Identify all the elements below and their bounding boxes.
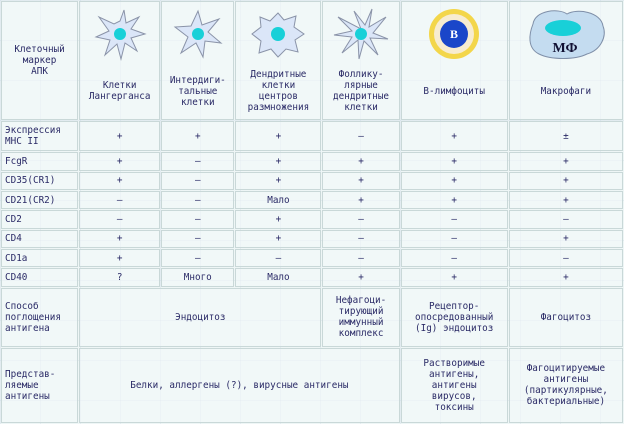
column-interdigital	[161, 1, 234, 120]
marker-value: +	[509, 172, 623, 190]
marker-value: –	[161, 230, 234, 248]
marker-value: –	[161, 152, 234, 170]
marker-value: –	[161, 191, 234, 209]
marker-value: +	[401, 191, 508, 209]
marker-value: –	[322, 210, 399, 228]
langerhans-label: Клетки Лангерганса	[88, 80, 151, 103]
marker-value: –	[509, 210, 623, 228]
uptake-macrophage: Фагоцитоз	[509, 288, 623, 347]
marker-value: +	[235, 210, 321, 228]
marker-value: +	[235, 230, 321, 248]
marker-value: +	[509, 268, 623, 286]
column-macrophages	[509, 1, 623, 120]
marker-value: +	[401, 172, 508, 190]
marker-value: +	[401, 268, 508, 286]
marker-value: +	[79, 172, 160, 190]
marker-value: +	[401, 121, 508, 152]
marker-value: –	[79, 191, 160, 209]
marker-header: Клеточный маркер АПК	[1, 1, 78, 120]
marker-value: –	[322, 121, 399, 152]
marker-value: +	[322, 191, 399, 209]
marker-value: +	[79, 152, 160, 170]
marker-value: ?	[79, 268, 160, 286]
marker-value: –	[401, 249, 508, 267]
marker-name: CD35(CR1)	[1, 172, 78, 190]
presented-b-cell: Растворимые антигены, антигены вирусов, токсины	[401, 348, 508, 423]
germinal-center-dendritic-cell-icon	[248, 7, 308, 61]
marker-name: CD21(CR2)	[1, 191, 78, 209]
marker-value: +	[79, 230, 160, 248]
marker-name: CD4	[1, 230, 78, 248]
langerhans-cell-icon	[93, 7, 147, 61]
marker-value: Много	[161, 268, 234, 286]
uptake-label: Способ поглощения антигена	[1, 288, 78, 347]
marker-row	[1, 268, 623, 286]
marker-value: +	[322, 152, 399, 170]
column-b-lymphocytes	[401, 1, 508, 120]
presented-row	[1, 348, 623, 423]
marker-value: +	[79, 249, 160, 267]
marker-value: +	[235, 121, 321, 152]
marker-value: –	[322, 230, 399, 248]
interdigital-cell-icon	[171, 7, 225, 61]
presented-macrophage: Фагоцитируемые антигены (партикулярные, бактериальные)	[509, 348, 623, 423]
marker-name: CD1a	[1, 249, 78, 267]
marker-row	[1, 210, 623, 228]
marker-value: –	[161, 249, 234, 267]
marker-value: +	[401, 152, 508, 170]
marker-value: +	[509, 230, 623, 248]
presented-label: Представ- ляемые антигены	[1, 348, 78, 423]
marker-value: –	[161, 172, 234, 190]
uptake-b-cell: Рецептор- опосредованный (Ig) эндоцитоз	[401, 288, 508, 347]
marker-value: –	[322, 249, 399, 267]
marker-value: Мало	[235, 191, 321, 209]
b-cell-letter: В	[450, 26, 459, 41]
marker-value: –	[161, 210, 234, 228]
uptake-follicular: Нефагоци- тирующий иммунный комплекс	[322, 288, 399, 347]
follicular-dendritic-cell-icon	[332, 7, 390, 61]
marker-value: +	[161, 121, 234, 152]
marker-value: +	[235, 152, 321, 170]
b-lymphocyte-label: В-лимфоциты	[423, 85, 485, 97]
header-row	[1, 1, 623, 120]
marker-row	[1, 121, 623, 152]
marker-value: +	[509, 191, 623, 209]
marker-value: +	[322, 268, 399, 286]
marker-row	[1, 249, 623, 267]
marker-value: +	[79, 121, 160, 152]
marker-row	[1, 152, 623, 170]
macrophage-label: Макрофаги	[540, 85, 592, 97]
column-langerhans	[79, 1, 160, 120]
column-germinal-dendritic	[235, 1, 321, 120]
marker-row	[1, 191, 623, 209]
marker-value: Мало	[235, 268, 321, 286]
presented-dendritic: Белки, аллергены (?), вирусные антигены	[79, 348, 399, 423]
interdigital-label: Интердиги- тальные клетки	[169, 74, 226, 108]
macrophage-icon	[523, 6, 609, 62]
marker-name: FcgR	[1, 152, 78, 170]
column-follicular-dendritic	[322, 1, 399, 120]
marker-row	[1, 230, 623, 248]
marker-value: –	[79, 210, 160, 228]
marker-name: CD40	[1, 268, 78, 286]
germinal-dendritic-label: Дендритные клетки центров размножения	[247, 69, 310, 114]
macrophage-letters: МФ	[552, 40, 578, 56]
marker-name: CD2	[1, 210, 78, 228]
b-lymphocyte-icon	[427, 7, 481, 61]
marker-rows	[1, 121, 623, 287]
uptake-row	[1, 288, 623, 347]
uptake-endocytosis: Эндоцитоз	[79, 288, 321, 347]
marker-value: +	[509, 152, 623, 170]
marker-value: –	[509, 249, 623, 267]
marker-name: Экспрессия МНС II	[1, 121, 78, 152]
marker-row	[1, 172, 623, 190]
marker-value: –	[235, 249, 321, 267]
marker-value: +	[235, 172, 321, 190]
marker-value: ±	[509, 121, 623, 152]
marker-value: +	[322, 172, 399, 190]
marker-value: –	[401, 230, 508, 248]
marker-value: –	[401, 210, 508, 228]
follicular-dendritic-label: Фоллику- лярные дендритные клетки	[333, 69, 390, 114]
